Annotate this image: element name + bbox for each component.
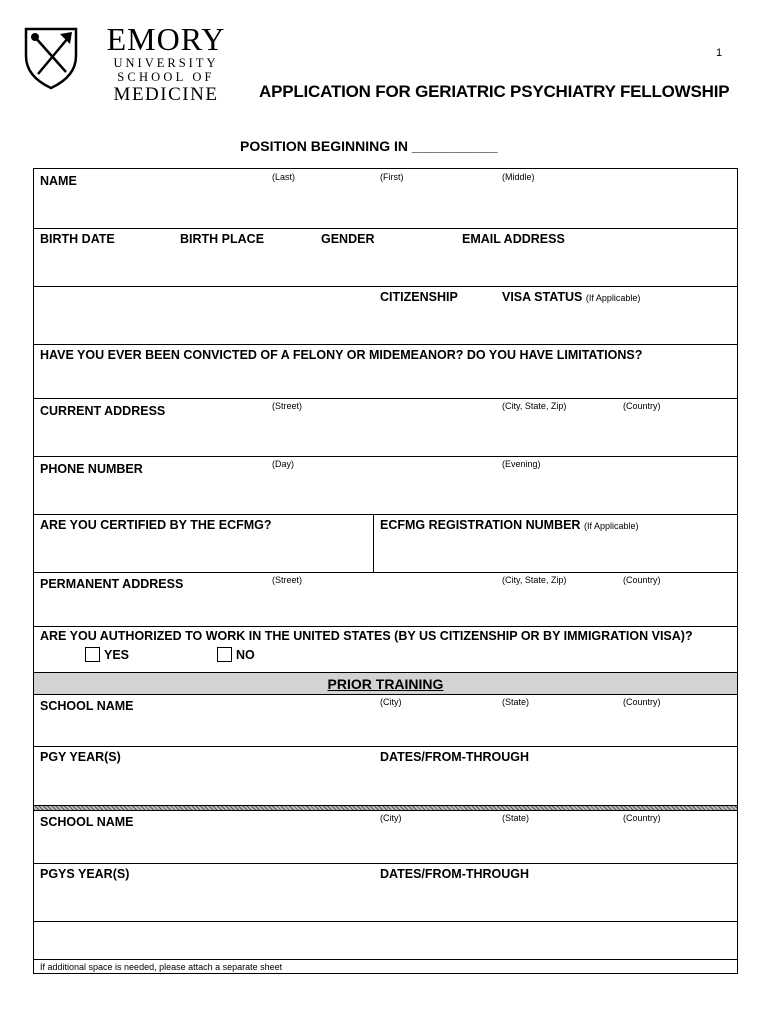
gender-label: GENDER	[321, 232, 375, 246]
phone-day-hint: (Day)	[272, 459, 294, 469]
birth-row[interactable]	[34, 229, 737, 287]
logo-emory: EMORY	[106, 21, 226, 57]
current-country-hint: (Country)	[623, 401, 661, 411]
birth-place-label: BIRTH PLACE	[180, 232, 265, 246]
additional-space-row[interactable]	[34, 922, 737, 960]
dates-label-2: DATES/FROM-THROUGH	[380, 867, 530, 881]
pgy-row-2[interactable]	[34, 864, 737, 922]
shield-icon	[22, 26, 80, 90]
school-state-hint-1: (State)	[502, 697, 530, 707]
citizenship-label: CITIZENSHIP	[380, 290, 458, 304]
email-label: EMAIL ADDRESS	[462, 232, 565, 246]
authorized-no-option[interactable]: NO	[217, 647, 255, 662]
school-city-hint-1: (City)	[380, 697, 402, 707]
phone-evening-hint: (Evening)	[502, 459, 541, 469]
logo-school-of: SCHOOL OF	[117, 70, 215, 84]
name-last-hint: (Last)	[272, 172, 296, 182]
permanent-country-hint: (Country)	[623, 575, 661, 585]
logo-medicine: MEDICINE	[113, 84, 219, 105]
phone-label: PHONE NUMBER	[40, 462, 143, 476]
birth-date-label: BIRTH DATE	[40, 232, 115, 246]
name-first-hint: (First)	[380, 172, 404, 182]
dates-label-1: DATES/FROM-THROUGH	[380, 750, 530, 764]
school-row-1[interactable]	[34, 695, 737, 747]
pgy-year-label-2: PGYS YEAR(S)	[40, 867, 130, 881]
school-row-2[interactable]	[34, 811, 737, 864]
name-row[interactable]	[34, 169, 737, 229]
school-country-hint-1: (Country)	[623, 697, 661, 707]
permanent-address-label: PERMANENT ADDRESS	[40, 577, 184, 591]
ecfmg-row[interactable]	[34, 515, 737, 573]
school-name-label-1: SCHOOL NAME	[40, 699, 134, 713]
permanent-street-hint: (Street)	[272, 575, 303, 585]
prior-training-header	[34, 672, 737, 695]
phone-row[interactable]	[34, 457, 737, 515]
visa-status-label: VISA STATUS (If Applicable)	[502, 290, 641, 304]
logo-wordmark	[106, 22, 226, 105]
authorized-question: ARE YOU AUTHORIZED TO WORK IN THE UNITED STATES (BY US CITIZENSHIP OR BY IMMIGRATION VISA)?	[40, 629, 693, 643]
visa-status-note: (If Applicable)	[585, 293, 641, 303]
authorized-row	[34, 627, 737, 672]
no-checkbox[interactable]	[217, 647, 232, 662]
permanent-city-state-zip-hint: (City, State, Zip)	[502, 575, 567, 585]
emory-logo	[22, 21, 226, 108]
prior-training-title: PRIOR TRAINING	[327, 676, 444, 692]
current-city-state-zip-hint: (City, State, Zip)	[502, 401, 567, 411]
school-country-hint-2: (Country)	[623, 813, 661, 823]
school-city-hint-2: (City)	[380, 813, 402, 823]
school-name-label-2: SCHOOL NAME	[40, 815, 134, 829]
current-address-row[interactable]	[34, 399, 737, 457]
ecfmg-divider	[373, 515, 374, 573]
name-label: NAME	[40, 174, 77, 188]
ecfmg-registration-note: (If Applicable)	[583, 521, 639, 531]
citizenship-row[interactable]	[34, 287, 737, 345]
logo-university: UNIVERSITY	[113, 56, 219, 70]
ecfmg-registration-label: ECFMG REGISTRATION NUMBER (If Applicable)	[380, 518, 639, 532]
permanent-address-row[interactable]	[34, 573, 737, 627]
felony-question: HAVE YOU EVER BEEN CONVICTED OF A FELONY OR MIDEMEANOR? DO YOU HAVE LIMITATIONS?	[40, 348, 643, 362]
pgy-year-label-1: PGY YEAR(S)	[40, 750, 121, 764]
footnote: If additional space is needed, please attach a separate sheet	[40, 962, 283, 972]
current-address-label: CURRENT ADDRESS	[40, 404, 166, 418]
authorized-yes-option[interactable]: YES	[85, 647, 129, 662]
pgy-row-1[interactable]	[34, 747, 737, 805]
name-middle-hint: (Middle)	[502, 172, 535, 182]
application-form	[33, 168, 738, 974]
ecfmg-certified-label: ARE YOU CERTIFIED BY THE ECFMG?	[40, 518, 272, 532]
yes-checkbox[interactable]	[85, 647, 100, 662]
felony-row[interactable]	[34, 345, 737, 399]
current-street-hint: (Street)	[272, 401, 303, 411]
page-number: 1	[716, 47, 723, 59]
school-state-hint-2: (State)	[502, 813, 530, 823]
position-beginning-field[interactable]: POSITION BEGINNING IN ___________	[240, 138, 498, 154]
page-title: APPLICATION FOR GERIATRIC PSYCHIATRY FELLOWSHIP	[259, 82, 730, 101]
